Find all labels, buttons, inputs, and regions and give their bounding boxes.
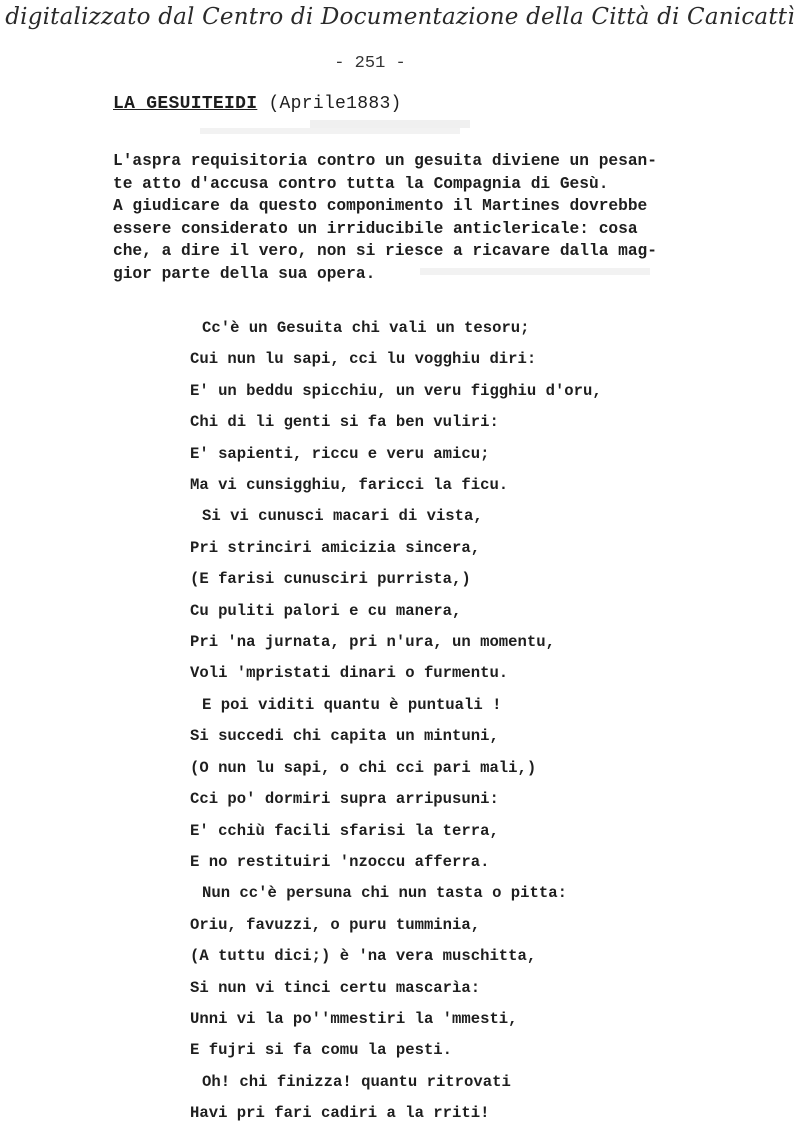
poem-line: Si nun vi tinci certu mascarìa: <box>190 978 481 997</box>
poem-line: Si vi cunusci macari di vista, <box>202 507 483 526</box>
poem-line: E poi viditi quantu è puntuali ! <box>202 695 502 714</box>
title-date: (Aprile1883) <box>268 94 402 114</box>
poem-line: E' cchiù facili sfarisi la terra, <box>190 821 499 840</box>
poem-line: Cci po' dormiri supra arripusuni: <box>190 790 499 809</box>
page-number: - 251 - <box>334 54 406 73</box>
poem-line: Pri 'na jurnata, pri n'ura, un momentu, <box>190 633 555 652</box>
intro-line: gior parte della sua opera. <box>113 264 376 283</box>
intro-line: che, a dire il vero, non si riesce a ricavare dalla mag- <box>113 242 657 261</box>
introduction-paragraph <box>113 150 753 286</box>
intro-line: te atto d'accusa contro tutta la Compagnia di Gesù. <box>113 174 609 193</box>
digitization-watermark: digitalizzato dal Centro di Documentazione della Città di Canicattì <box>5 4 795 30</box>
poem-line: Cu puliti palori e cu manera, <box>190 601 462 620</box>
poem-title <box>113 94 402 114</box>
poem-line: Oh! chi finizza! quantu ritrovati <box>202 1072 511 1091</box>
poem-line: Chi di li genti si fa ben vuliri: <box>190 413 499 432</box>
poem-line: Unni vi la po''mmestiri la 'mmesti, <box>190 1009 518 1028</box>
poem-line: Havi pri fari cadiri a la rriti! <box>190 1104 490 1123</box>
bleed-through-mark <box>200 128 460 134</box>
poem-line: Nun cc'è persuna chi nun tasta o pitta: <box>202 884 567 903</box>
poem-line: (O nun lu sapi, o chi cci pari mali,) <box>190 758 537 777</box>
poem-line: E no restituiri 'nzoccu afferra. <box>190 852 490 871</box>
poem-text <box>190 313 750 1130</box>
poem-line: Cc'è un Gesuita chi vali un tesoru; <box>202 319 530 337</box>
poem-line: E fujri si fa comu la pesti. <box>190 1041 453 1060</box>
poem-line: Cui nun lu sapi, cci lu vogghiu diri: <box>190 350 537 369</box>
poem-line: Si succedi chi capita un mintuni, <box>190 727 499 746</box>
bleed-through-mark <box>310 120 470 128</box>
poem-line: E' sapienti, riccu e veru amicu; <box>190 444 490 463</box>
poem-line: Ma vi cunsigghiu, faricci la ficu. <box>190 476 509 495</box>
poem-line: (E farisi cunusciri purrista,) <box>190 570 471 589</box>
poem-line: Voli 'mpristati dinari o furmentu. <box>190 664 509 683</box>
intro-line: A giudicare da questo componimento il Martines dovrebbe <box>113 197 648 216</box>
intro-line: L'aspra requisitoria contro un gesuita diviene un pesan- <box>113 152 657 170</box>
poem-line: Pri strinciri amicizia sincera, <box>190 538 481 557</box>
intro-line: essere considerato un irriducibile anticlericale: cosa <box>113 219 638 238</box>
title-main: LA GESUITEIDI <box>113 94 258 114</box>
poem-line: Oriu, favuzzi, o puru tumminia, <box>190 915 481 934</box>
poem-line: E' un beddu spicchiu, un veru figghiu d'oru, <box>190 381 602 400</box>
poem-line: (A tuttu dici;) è 'na vera muschitta, <box>190 947 537 966</box>
